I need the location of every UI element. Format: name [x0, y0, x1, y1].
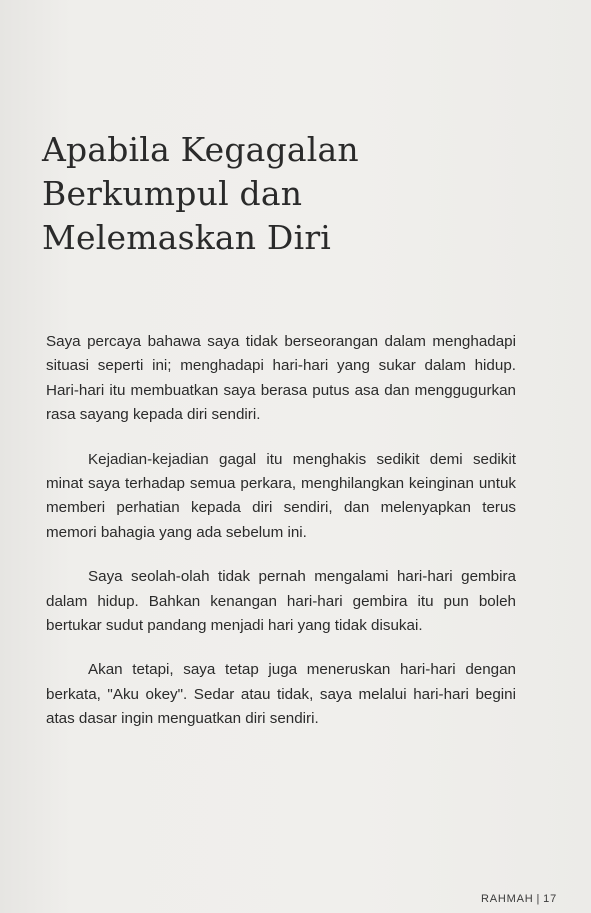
chapter-title-line-2: Berkumpul dan [42, 174, 303, 213]
paragraph-1: Saya percaya bahawa saya tidak berseorangan dalam menghadapi situasi seperti ini; menghadapi hari-hari yang sukar dalam hidup. Hari-hari itu membuatkan saya berasa putus asa dan menggugurkan rasa sayang kepada diri sendiri. [46, 333, 516, 424]
paragraph-3: Saya seolah-olah tidak pernah mengalami hari-hari gembira dalam hidup. Bahkan kenangan hari-hari gembira itu pun boleh bertukar sudut pandang menjadi hari yang tidak disukai. [46, 568, 516, 635]
footer-book-title: RAHMAH [481, 893, 534, 905]
chapter-title-line-3: Melemaskan Diri [42, 218, 332, 257]
paragraph-2: Kejadian-kejadian gagal itu menghakis sedikit demi sedikit minat saya terhadap semua perkara, menghilangkan keinginan untuk memberi perhatian kepada diri sendiri, dan melenyapkan terus memori bahagia yang ada sebelum ini. [46, 450, 516, 541]
page-footer [481, 893, 557, 905]
footer-separator: | [536, 893, 541, 905]
chapter-title [42, 128, 462, 260]
page-number: 17 [543, 893, 557, 905]
paragraph-4: Akan tetapi, saya tetap juga meneruskan hari-hari dengan berkata, "Aku okey". Sedar atau tidak, saya melalui hari-hari begini atas dasar ingin menguatkan diri sendiri. [46, 661, 516, 728]
chapter-title-line-1: Apabila Kegagalan [42, 130, 359, 169]
body-text [46, 330, 516, 752]
